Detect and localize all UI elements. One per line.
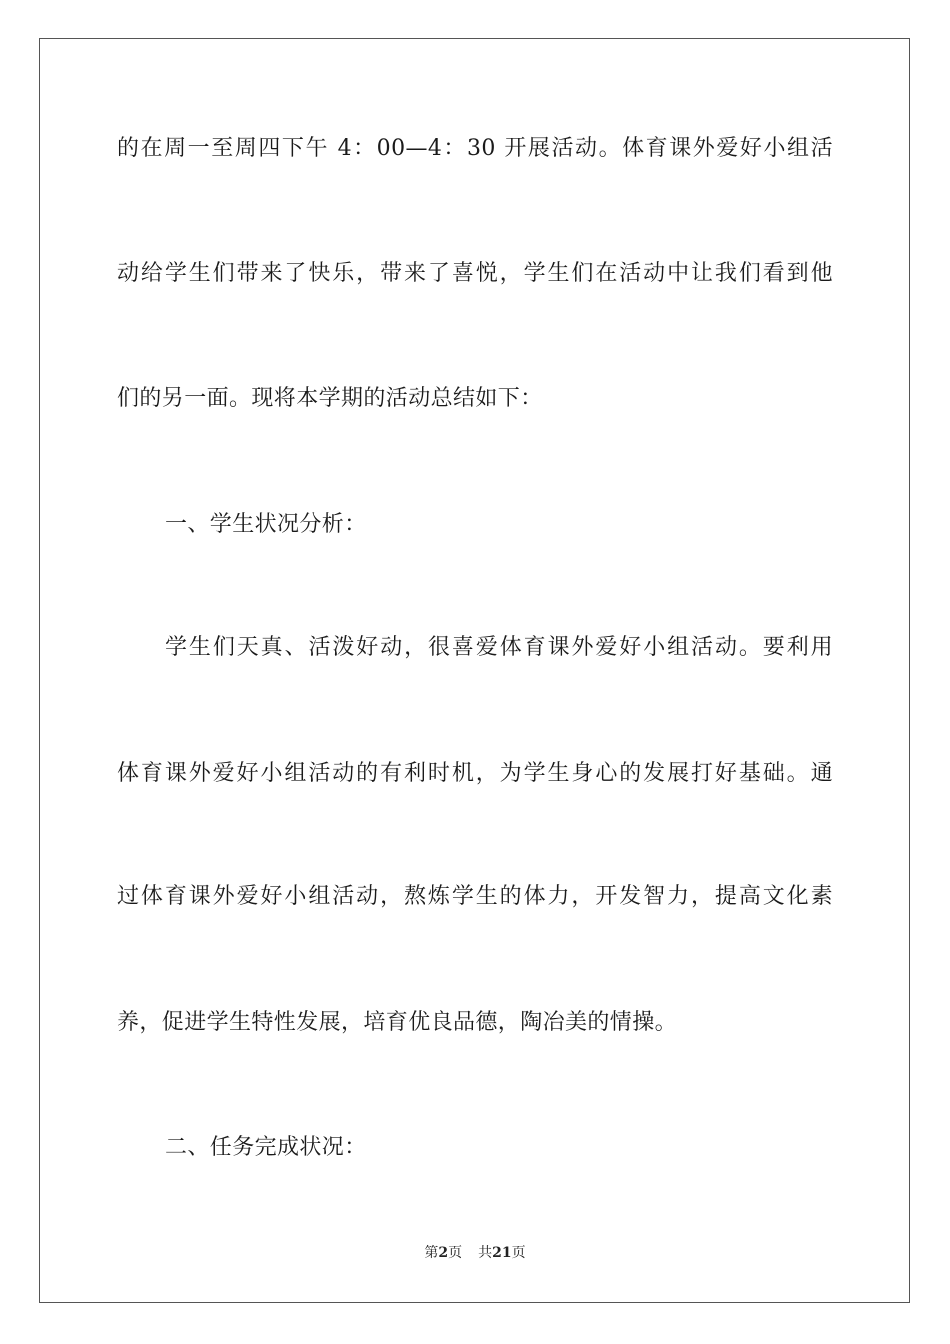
total-prefix: 共 — [478, 1245, 493, 1261]
section-heading-1: 一、学生状况分析： — [165, 512, 367, 537]
body-line-7: 过体育课外爱好小组活动，熬炼学生的体力，开发智力，提高文化素 — [117, 884, 833, 909]
body-line-2: 动给学生们带来了快乐，带来了喜悦，学生们在活动中让我们看到他 — [117, 261, 833, 286]
page-prefix: 第 — [424, 1245, 439, 1261]
total-pages: 21 — [492, 1245, 512, 1261]
section-heading-2: 二、任务完成状况： — [165, 1135, 367, 1160]
page-border — [39, 38, 910, 1303]
body-line-5: 学生们天真、活泼好动，很喜爱体育课外爱好小组活动。要利用 — [165, 635, 833, 660]
page-number: 2 — [438, 1245, 449, 1261]
page-footer — [0, 1244, 950, 1262]
total-suffix: 页 — [511, 1245, 526, 1261]
body-line-3: 们的另一面。现将本学期的活动总结如下： — [117, 386, 543, 411]
body-line-1: 的在周一至周四下午 4：00—4：30 开展活动。体育课外爱好小组活 — [117, 136, 833, 161]
body-line-6: 体育课外爱好小组活动的有利时机，为学生身心的发展打好基础。通 — [117, 761, 833, 786]
page-suffix: 页 — [448, 1245, 463, 1261]
body-line-8: 养，促进学生特性发展，培育优良品德，陶冶美的情操。 — [117, 1010, 678, 1035]
